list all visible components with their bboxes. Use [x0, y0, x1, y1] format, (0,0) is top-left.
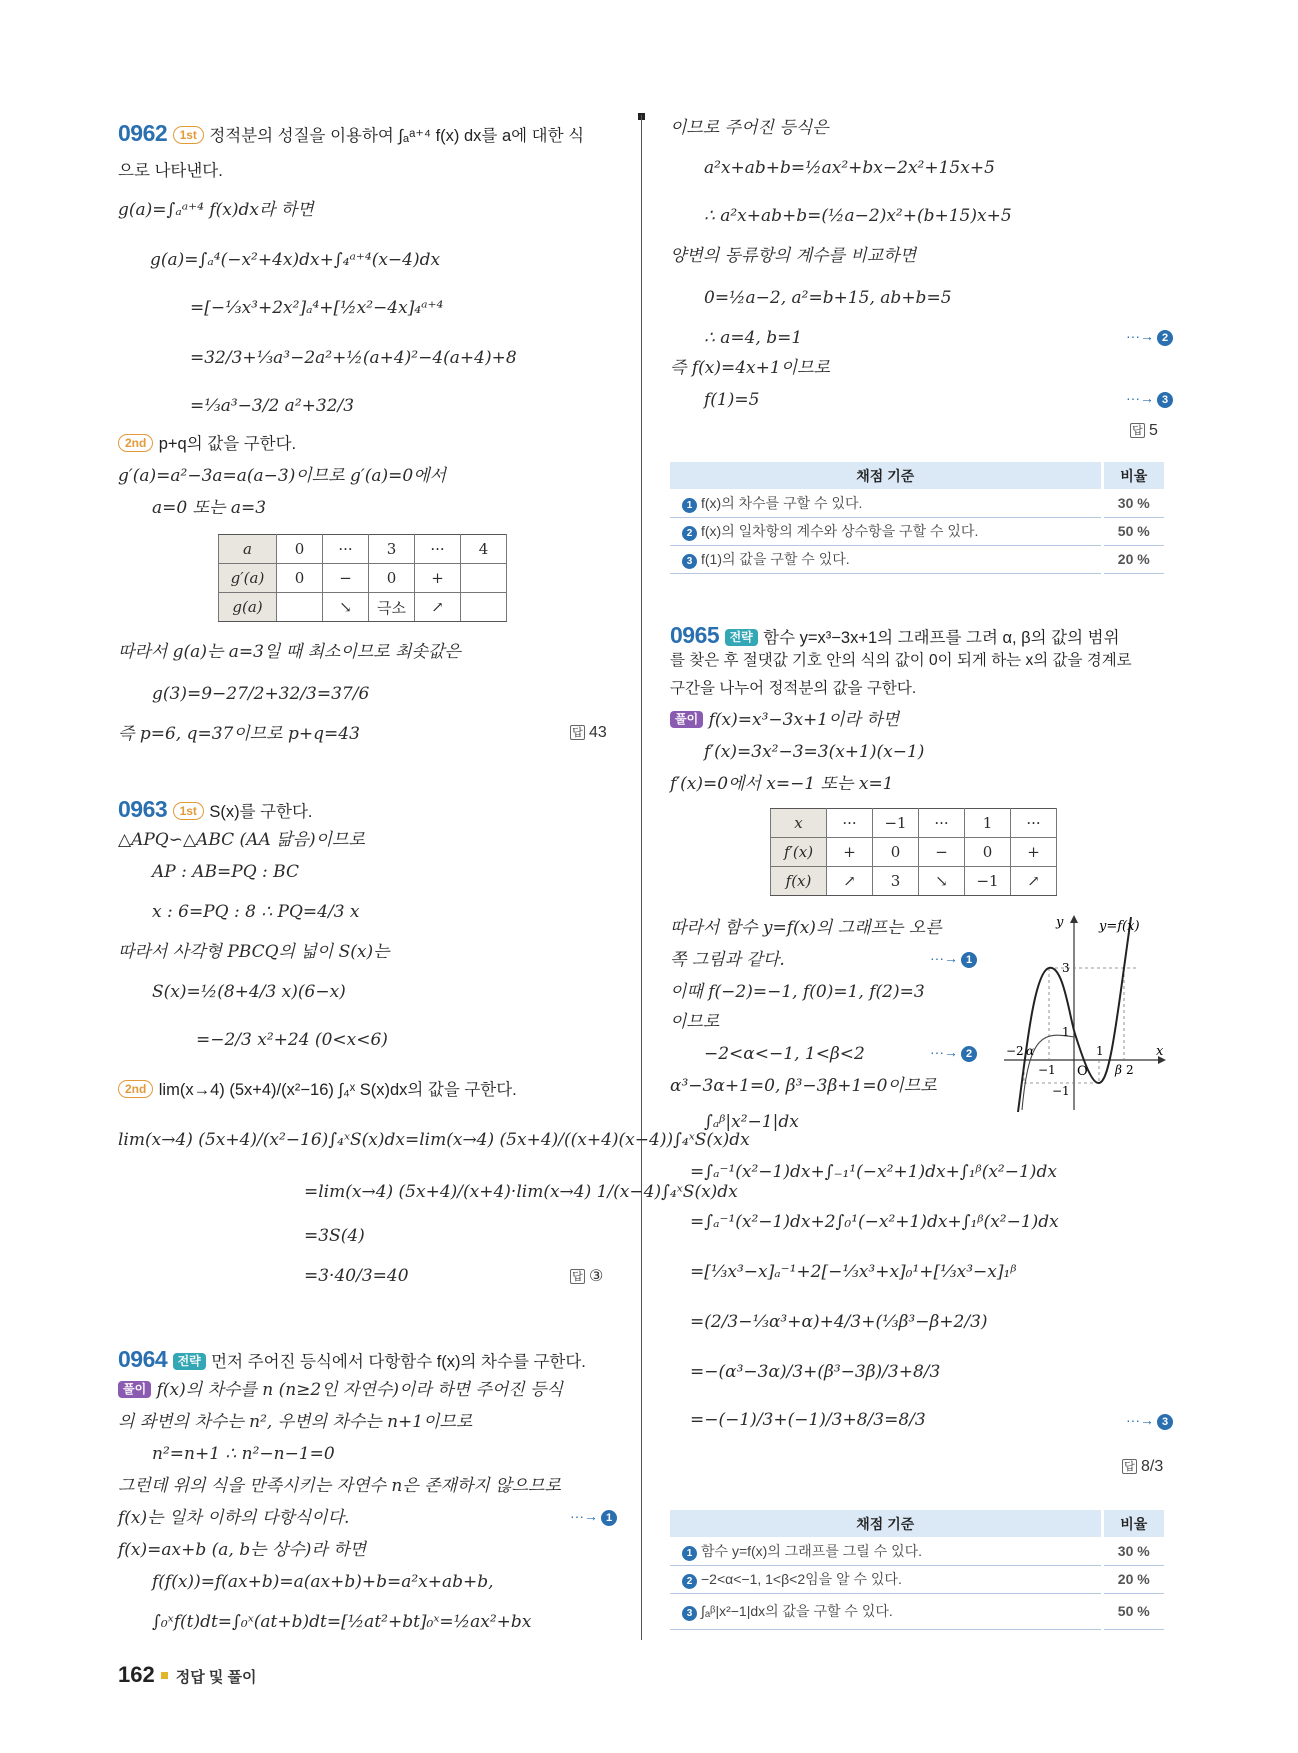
table-cell: −1 [873, 809, 919, 838]
column-divider [641, 115, 642, 1640]
table-cell: 1 [965, 809, 1011, 838]
heading-cont: 를 찾은 후 절댓값 기호 안의 식의 값이 0이 되게 하는 x의 값을 경계로 [670, 652, 1132, 669]
eq-line: f(x)=x³−3x+1이라 하면 [708, 710, 900, 730]
eq-line: 즉 f(x)=4x+1이므로 [670, 358, 830, 378]
graph-tick-label: −2 [1006, 1044, 1024, 1058]
table-cell: f′(x) [771, 838, 827, 867]
variation-table-0962 [218, 534, 507, 622]
grade-header: 비율 [1102, 462, 1164, 489]
table-cell: ··· [919, 809, 965, 838]
grade-row: 1 함수 y=f(x)의 그래프를 그릴 수 있다. 30 % [670, 1537, 1164, 1565]
eq-line: 따라서 g(a)는 a=3일 때 최소이므로 최솟값은 [118, 642, 461, 662]
heading: 먼저 주어진 등식에서 다항함수 f(x)의 차수를 구한다. [211, 1353, 586, 1371]
table-cell: ↗ [827, 867, 873, 896]
grade-row: 2 f(x)의 일차항의 계수와 상수항을 구할 수 있다. 50 % [670, 517, 1164, 545]
step-marker-2: ···→ 2 [1126, 328, 1173, 346]
cubic-graph [1004, 912, 1170, 1112]
page-footer [118, 1662, 257, 1688]
problem-number: 0964 [118, 1346, 168, 1372]
eq-line: f(1)=5 [704, 390, 760, 410]
table-cell: ↗ [415, 593, 461, 622]
eq-line: g(a)=∫ₐ⁴(−x²+4x)dx+∫₄ᵃ⁺⁴(x−4)dx [150, 250, 441, 270]
eq-line: =(2/3−⅓α³+α)+4/3+(⅓β³−β+2/3) [690, 1312, 988, 1332]
grading-table-0965 [670, 1510, 1164, 1630]
answer-value: 5 [1149, 422, 1158, 439]
section-title: 정답 및 풀이 [175, 1669, 257, 1686]
eq-line: −2<α<−1, 1<β<2 [704, 1044, 865, 1064]
graph-function-label: y=f(x) [1099, 919, 1140, 934]
problem-0965-header [670, 622, 1120, 650]
eq-line: =32/3+⅓a³−2a²+½(a+4)²−4(a+4)+8 [190, 348, 517, 368]
eq-line: =∫ₐ⁻¹(x²−1)dx+∫₋₁¹(−x²+1)dx+∫₁ᵝ(x²−1)dx [690, 1162, 1057, 1182]
problem-number: 0965 [670, 622, 720, 648]
table-cell: 0 [369, 564, 415, 593]
eq-line: =⅓a³−3/2 a²+32/3 [190, 396, 355, 416]
heading-cont: 으로 나타낸다. [118, 162, 223, 180]
table-cell: 극소 [369, 593, 415, 622]
eq-line: 의 좌변의 차수는 n², 우변의 차수는 n+1이므로 [118, 1412, 473, 1432]
table-cell: 4 [461, 535, 507, 564]
step-badge-2nd: 2nd [118, 1080, 153, 1098]
graph-tick-label: β [1115, 1063, 1122, 1077]
eq-line: AP : AB=PQ : BC [152, 862, 299, 882]
eq-line: 따라서 사각형 PBCQ의 넓이 S(x)는 [118, 942, 390, 962]
footer-marker [161, 1672, 168, 1679]
grade-row: 3 ∫ₐᵝ|x²−1|dx의 값을 구할 수 있다. 50 % [670, 1593, 1164, 1629]
problem-0964-header [118, 1346, 586, 1374]
eq-line: =3S(4) [304, 1226, 365, 1246]
table-cell [277, 593, 323, 622]
problem-0962-header [118, 120, 584, 148]
solution-line [670, 710, 899, 730]
eq-line: 0=½a−2, a²=b+15, ab+b=5 [704, 288, 952, 308]
table-cell: ··· [323, 535, 369, 564]
table-cell: 0 [277, 535, 323, 564]
eq-line: lim(x→4) (5x+4)/(x²−16)∫₄ˣS(x)dx=lim(x→4) (5x+4)/((x+4)(x−4))∫₄ˣS(x)dx [118, 1130, 750, 1150]
eq-line: g′(a)=a²−3a=a(a−3)이므로 g′(a)=0에서 [118, 466, 447, 486]
eq-line: a²x+ab+b=½ax²+bx−2x²+15x+5 [704, 158, 995, 178]
step-badge-1st: 1st [173, 802, 204, 820]
table-cell: ↘ [919, 867, 965, 896]
step-marker-3: ···→ 3 [1126, 1412, 1173, 1430]
eq-line: x : 6=PQ : 8 ∴ PQ=4/3 x [152, 902, 360, 922]
table-cell: ↘ [323, 593, 369, 622]
answer-0962 [570, 724, 607, 742]
answer-0965 [1122, 1458, 1163, 1476]
heading: S(x)를 구한다. [209, 803, 313, 821]
eq-line: =−(−1)/3+(−1)/3+8/3=8/3 [690, 1410, 926, 1430]
table-cell: − [323, 564, 369, 593]
answer-icon: 답 [570, 1269, 585, 1284]
answer-value: ③ [589, 1268, 604, 1285]
step-badge-1st: 1st [173, 126, 204, 144]
table-cell: ··· [415, 535, 461, 564]
eq-line: =lim(x→4) (5x+4)/(x+4)·lim(x→4) 1/(x−4)∫₄ˣS(x)dx [304, 1182, 738, 1202]
heading: 정적분의 성질을 이용하여 ∫ₐᵃ⁺⁴ f(x) dx를 a에 대한 식 [209, 127, 585, 145]
table-cell: x [771, 809, 827, 838]
eq-line: 쪽 그림과 같다. [670, 950, 785, 970]
grading-table-0964 [670, 462, 1164, 574]
table-cell: 0 [277, 564, 323, 593]
answer-0963 [570, 1266, 603, 1286]
eq-line: 따라서 함수 y=f(x)의 그래프는 오른 [670, 918, 942, 938]
graph-origin-label: O [1077, 1064, 1088, 1079]
problem-0963-header [118, 796, 313, 824]
eq-line: a=0 또는 a=3 [152, 498, 267, 518]
eq-line: f′(x)=0에서 x=−1 또는 x=1 [670, 774, 894, 794]
variation-table-0965 [770, 808, 1057, 896]
graph-x-label: x [1156, 1044, 1164, 1059]
table-cell: ↗ [1011, 867, 1057, 896]
answer-icon: 답 [1122, 1459, 1137, 1474]
step-marker-1: ···→ 1 [570, 1508, 617, 1526]
table-cell: + [1011, 838, 1057, 867]
eq-line: S(x)=½(8+4/3 x)(6−x) [152, 982, 346, 1002]
answer-value: 8/3 [1141, 1458, 1164, 1475]
eq-line: =[−⅓x³+2x²]ₐ⁴+[½x²−4x]₄ᵃ⁺⁴ [190, 298, 444, 318]
graph-tick-label: 1 [1062, 1025, 1070, 1039]
graph-tick-label: 3 [1062, 961, 1070, 975]
table-cell [461, 564, 507, 593]
eq-line: g(a)=∫ₐᵃ⁺⁴ f(x)dx라 하면 [118, 200, 314, 220]
table-cell: − [919, 838, 965, 867]
eq-line: n²=n+1 ∴ n²−n−1=0 [152, 1444, 335, 1464]
y-axis-arrow [1070, 915, 1078, 923]
eq-line: =∫ₐ⁻¹(x²−1)dx+2∫₀¹(−x²+1)dx+∫₁ᵝ(x²−1)dx [690, 1212, 1059, 1232]
eq-line: f(x)의 차수를 n (n≥2인 자연수)이라 하면 주어진 등식 [156, 1380, 563, 1400]
answer-value: 43 [589, 724, 607, 741]
heading-cont: 구간을 나누어 정적분의 값을 구한다. [670, 680, 917, 697]
eq-line: 이므로 주어진 등식은 [670, 118, 829, 138]
eq-line: =[⅓x³−x]ₐ⁻¹+2[−⅓x³+x]₀¹+[⅓x³−x]₁ᵝ [690, 1262, 1017, 1282]
heading: lim(x→4) (5x+4)/(x²−16) ∫₄ˣ S(x)dx의 값을 구한다. [158, 1081, 517, 1099]
eq-line: 이므로 [670, 1012, 720, 1032]
heading: p+q의 값을 구한다. [158, 435, 297, 453]
eq-line: ∴ a²x+ab+b=(½a−2)x²+(b+15)x+5 [704, 206, 1012, 226]
eq-line: =−2/3 x²+24 (0<x<6) [196, 1030, 388, 1050]
graph-y-label: y [1056, 915, 1064, 930]
eq-line: f(x)는 일차 이하의 다항식이다. [118, 1508, 350, 1528]
eq-line: △APQ∽△ABC (AA 닮음)이므로 [118, 830, 365, 850]
table-cell: + [415, 564, 461, 593]
eq-line: 이때 f(−2)=−1, f(0)=1, f(2)=3 [670, 982, 925, 1002]
eq-line: 즉 p=6, q=37이므로 p+q=43 [118, 724, 360, 744]
graph-tick-label: 2 [1126, 1063, 1134, 1077]
grade-row: 2 −2<α<−1, 1<β<2임을 알 수 있다. 20 % [670, 1565, 1164, 1593]
problem-number: 0962 [118, 120, 168, 146]
eq-line: f(x)=ax+b (a, b는 상수)라 하면 [118, 1540, 367, 1560]
eq-line: α³−3α+1=0, β³−3β+1=0이므로 [670, 1076, 937, 1096]
solution-badge: 풀이 [670, 711, 703, 728]
answer-icon: 답 [1130, 423, 1145, 438]
solution-badge: 풀이 [118, 1381, 151, 1398]
eq-line: =3·40/3=40 [304, 1266, 409, 1286]
heading: 함수 y=x³−3x+1의 그래프를 그려 α, β의 값의 범위 [763, 629, 1120, 647]
grade-header: 채점 기준 [670, 462, 1102, 489]
graph-tick-label: −1 [1038, 1063, 1056, 1077]
strategy-badge: 전략 [173, 1353, 206, 1370]
page-number: 162 [118, 1662, 155, 1687]
eq-line: ∫ₐᵝ|x²−1|dx [704, 1112, 799, 1132]
graph-tick-label: −1 [1052, 1084, 1070, 1098]
table-cell: + [827, 838, 873, 867]
table-cell: f(x) [771, 867, 827, 896]
step-2-header [118, 434, 296, 455]
grade-row: 3 f(1)의 값을 구할 수 있다. 20 % [670, 545, 1164, 573]
eq-line: f′(x)=3x²−3=3(x+1)(x−1) [704, 742, 925, 762]
table-cell: g(a) [219, 593, 277, 622]
step-badge-2nd: 2nd [118, 434, 153, 452]
grade-header: 비율 [1102, 1510, 1164, 1537]
eq-line: g(3)=9−27/2+32/3=37/6 [152, 684, 370, 704]
eq-line: 그런데 위의 식을 만족시키는 자연수 n은 존재하지 않으므로 [118, 1476, 561, 1496]
problem-number: 0963 [118, 796, 168, 822]
table-cell: g′(a) [219, 564, 277, 593]
eq-line: =−(α³−3α)/3+(β³−3β)/3+8/3 [690, 1362, 941, 1382]
table-cell [461, 593, 507, 622]
step-marker-2: ···→ 2 [930, 1044, 977, 1062]
solution-line [118, 1380, 563, 1400]
strategy-badge: 전략 [725, 629, 758, 646]
graph-tick-label: 1 [1096, 1044, 1104, 1058]
eq-line: f(f(x))=f(ax+b)=a(ax+b)+b=a²x+ab+b, [152, 1572, 494, 1592]
grade-row: 1 f(x)의 차수를 구할 수 있다. 30 % [670, 489, 1164, 517]
table-cell: ··· [1011, 809, 1057, 838]
table-cell: a [219, 535, 277, 564]
grade-header: 채점 기준 [670, 1510, 1102, 1537]
table-cell: 0 [873, 838, 919, 867]
answer-icon: 답 [570, 725, 585, 740]
eq-line: ∫₀ˣf(t)dt=∫₀ˣ(at+b)dt=[½at²+bt]₀ˣ=½ax²+bx [152, 1612, 532, 1632]
table-cell: 0 [965, 838, 1011, 867]
table-cell: −1 [965, 867, 1011, 896]
table-cell: 3 [369, 535, 415, 564]
eq-line: 양변의 동류항의 계수를 비교하면 [670, 246, 917, 266]
graph-tick-label: α [1026, 1044, 1035, 1058]
table-cell: ··· [827, 809, 873, 838]
eq-line: ∴ a=4, b=1 [704, 328, 803, 348]
step-marker-3: ···→ 3 [1126, 390, 1173, 408]
step-marker-1: ···→ 1 [930, 950, 977, 968]
table-cell: 3 [873, 867, 919, 896]
step-2-header [118, 1080, 517, 1101]
answer-0964 [1130, 422, 1158, 440]
